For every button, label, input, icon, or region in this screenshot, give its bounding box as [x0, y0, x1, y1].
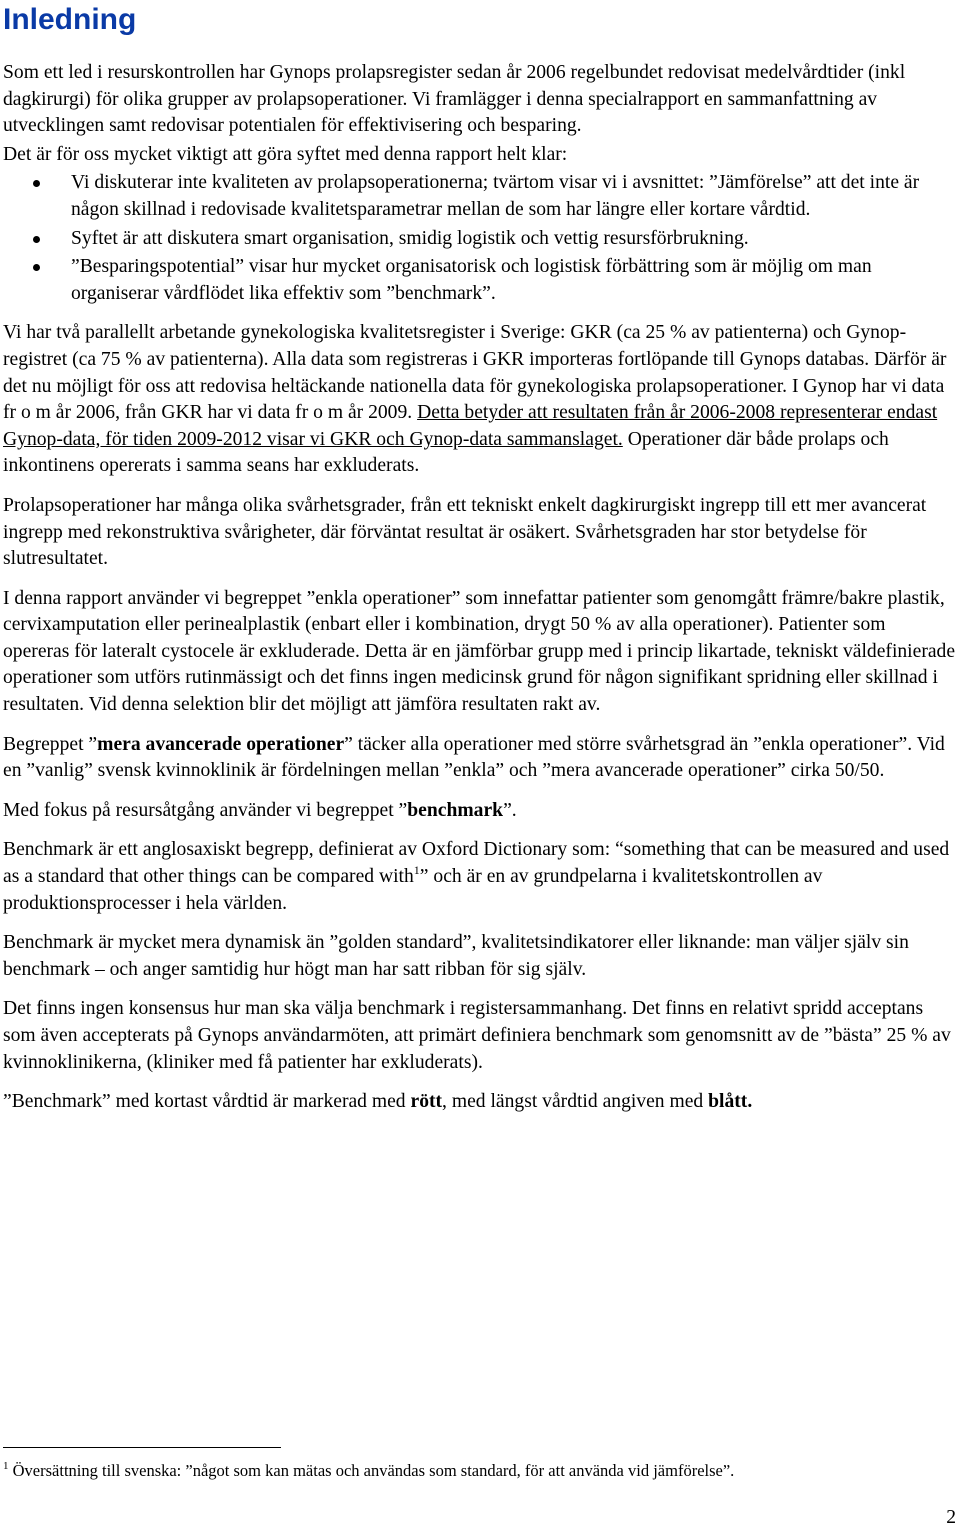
paragraph-benchmark-definition: Benchmark är ett anglosaxiskt begrepp, definierat av Oxford Dictionary som: “something that can be measured and used as a standard that other things can be compared with$^1$” och är en av grundpelarna i kvalitetskontrollen av produktionsprocesser i hela världen. [3, 839, 950, 914]
footnote-divider [3, 1447, 281, 1448]
paragraph-benchmark-focus: Med fokus på resursåtgång använder vi begreppet ”benchmark”. [3, 799, 517, 821]
bullet-icon [33, 180, 40, 187]
purpose-list [3, 170, 956, 307]
paragraph-benchmark-dynamic: Benchmark är mycket mera dynamisk än ”golden standard”, kvalitetsindikatorer eller liknande: man väljer själv sin benchmark – och anger samtidig hur högt man har satt ribban för sig själv. [3, 932, 909, 980]
list-item: Vi diskuterar inte kvaliteten av prolapsoperationerna; tvärtom visar vi i avsnittet: ”Jämförelse” att det inte är någon skillnad i redovisade kvalitetsparametrar mellan de som har längre eller kortare vårdtid. [3, 170, 956, 223]
paragraph-consensus: Det finns ingen konsensus hur man ska välja benchmark i registersammanhang. Det finns en relativt spridd acceptans som även accepterats på Gynops användarmöten, att primärt definiera benchmark som genomsnitt av de ”bästa” 25 % av kvinnoklinikerna, (kliniker med få patienter har exkluderats). [3, 998, 951, 1073]
bullet-icon [33, 264, 40, 271]
paragraph-purpose: Det är för oss mycket viktigt att göra syftet med denna rapport helt klar: [3, 143, 568, 165]
bullet-icon [33, 236, 40, 243]
footnote: $^1$ Översättning till svenska: ”något som kan mätas och användas som standard, för att använda vid jämförelse”. [3, 1460, 735, 1480]
paragraph-registers: Vi har två parallellt arbetande gynekologiska kvalitetsregister i Sverige: GKR (ca 25 % av patienterna) och Gynop-registret (ca 75 % av patienterna). Alla data som registreras i GKR importeras fortlöpande till Gynops databas. Därför är det nu möjligt för oss att redovisa heltäckande nationella data för gynekologiska prolapsoperationer. I Gynop har vi data fr o m år 2006, från GKR har vi data fr o m år 2009. Detta betyder att resultaten från år 2006-2008 representerar endast Gynop-data, för tiden 2009-2012 visar vi GKR och Gynop-data sammanslaget. Operationer där både prolaps och inkontinens opererats i samma seans har exkluderats. [3, 322, 947, 477]
section-heading: Inledning [3, 3, 137, 36]
paragraph-advanced-operations: Begreppet ”mera avancerade operationer” täcker alla operationer med större svårhetsgrad än ”enkla operationer”. Vid en ”vanlig” svensk kvinnoklinik är fördelningen mellan ”enkla” och ”mera avancerade operationer” cirka 50/50. [3, 733, 945, 782]
paragraph-color-legend: ”Benchmark” med kortast vårdtid är markerad med rött, med längst vårdtid angiven med blått. [3, 1091, 753, 1113]
paragraph-difficulty: Prolapsoperationer har många olika svårhetsgrader, från ett tekniskt enkelt dagkirurgiskt ingrepp till ett mer avancerat ingrepp med rekonstruktiva svårigheter, där förväntat resultat är osäkert. Svårhetsgraden har stor betydelse för slutresultatet. [3, 494, 927, 570]
list-item: Syftet är att diskutera smart organisation, smidig logistik och vettig resursförbrukning. [3, 226, 956, 253]
underlined-note: Detta betyder att resultaten från år 2006-2008 representerar endast Gynop-data, för tiden 2009-2012 visar vi GKR och Gynop-data sammanslaget. [3, 402, 938, 450]
footnote-reference: 1 [413, 863, 420, 878]
paragraph-simple-operations: I denna rapport använder vi begreppet ”enkla operationer” som innefattar patienter som genomgått främre/bakre plastik, cervixamputation eller perinealplastik (enbart eller i kombination, drygt 50 % av alla operationer). Patienter som opereras för lateralt cystocele är exkluderade. Detta är en jämförbar grupp med i princip likartade, tekniskt väldefinierade operationer som utförs rutinmässigt och det finns ingen medicinsk grund för någon signifikant spridning eller skillnad i resultaten. Vid denna selektion blir det möjligt att jämföra resultaten rakt av. [3, 587, 956, 716]
list-item: ”Besparingspotential” visar hur mycket organisatorisk och logistisk förbättring som är möjlig om man organiserar vårdflödet lika effektiv som ”benchmark”. [3, 254, 956, 307]
page-number: 2 [946, 1507, 956, 1528]
document-page [3, 0, 956, 1116]
paragraph-intro: Som ett led i resurskontrollen har Gynops prolapsregister sedan år 2006 regelbundet redovisat medelvårdtider (inkl dagkirurgi) för olika grupper av prolapsoperationer. Vi framlägger i denna specialrapport en sammanfattning av utvecklingen samt redovisar potentialen för effektivisering och besparing. [3, 62, 906, 137]
